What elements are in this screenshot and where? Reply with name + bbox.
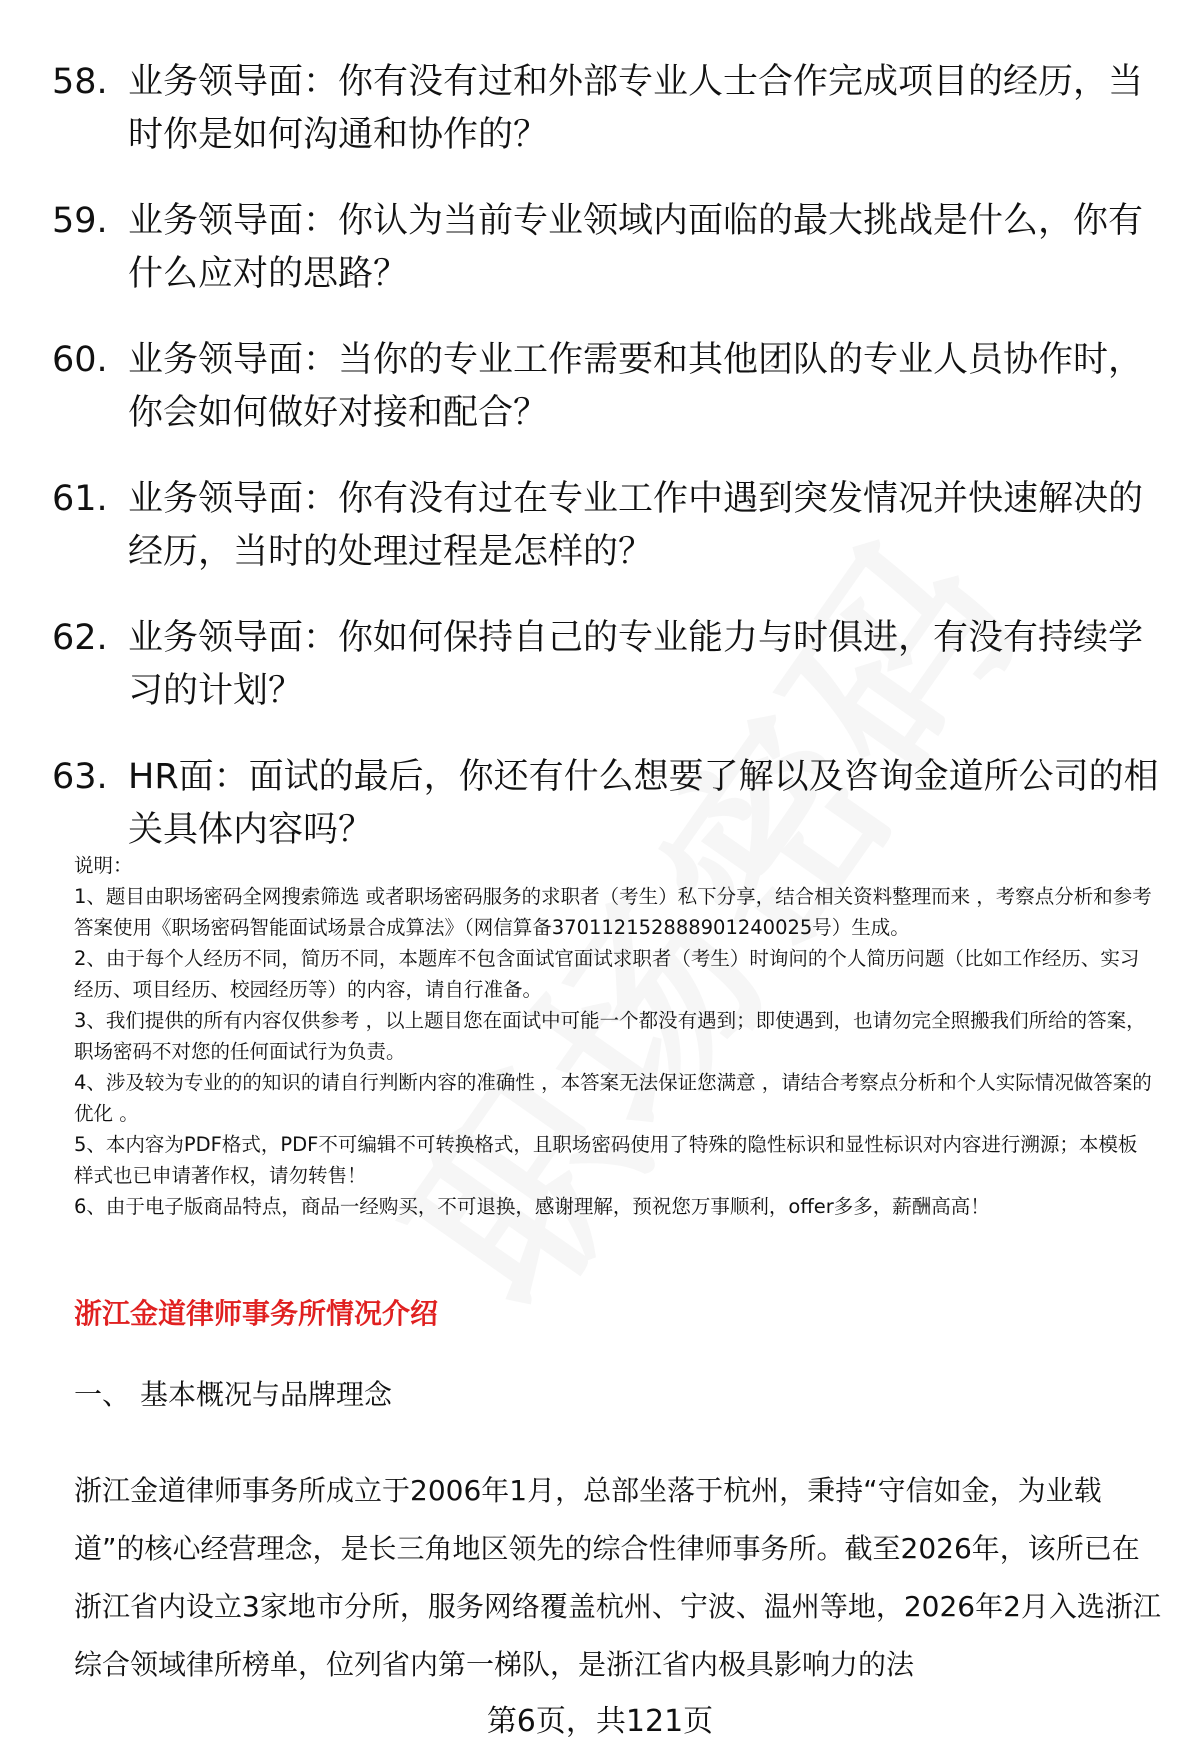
notes-heading: 说明：: [74, 854, 133, 877]
question-item: [52, 195, 1162, 301]
question-item: [52, 612, 1162, 718]
page-footer: 第6页，共121页: [486, 1704, 714, 1739]
note-item: 2、由于每个人经历不同，简历不同，本题库不包含面试官面试求职者（考生）时询问的个人简历问题（比如工作经历、实习经历、项目经历、校园经历等）的内容，请自行准备。: [74, 947, 1140, 1001]
subheading-text: 基本概况与品牌理念: [140, 1378, 393, 1411]
question-item: [52, 334, 1162, 440]
question-number: 58.: [52, 62, 108, 102]
note-item: 5、本内容为PDF格式，PDF不可编辑不可转换格式，且职场密码使用了特殊的隐性标识和显性标识对内容进行溯源；本模板样式也已申请著作权，请勿转售！: [74, 1133, 1138, 1187]
body-paragraph: 浙江金道律师事务所成立于2006年1月，总部坐落于杭州，秉持“守信如金，为业载道”的核心经营理念，是长三角地区领先的综合性律师事务所。截至2026年，该所已在浙江省内设立3家地市分所，服务网络覆盖杭州、宁波、温州等地，2026年2月入选浙江综合领域律所榜单，位列省内第一梯队，是浙江省内极具影响力的法: [74, 1474, 1161, 1681]
section-title: 浙江金道律师事务所情况介绍: [74, 1297, 439, 1330]
question-text: 业务领导面：你如何保持自己的专业能力与时俱进，有没有持续学习的计划？: [128, 618, 1144, 711]
question-number: 63.: [52, 757, 108, 797]
question-text: 业务领导面：你认为当前专业领域内面临的最大挑战是什么，你有什么应对的思路？: [128, 201, 1144, 294]
subheading: [74, 1373, 392, 1413]
question-number: 60.: [52, 340, 108, 380]
note-item: 1、题目由职场密码全网搜索筛选 或者职场密码服务的求职者（考生）私下分享，结合相关资料整理而来 ，考察点分析和参考答案使用《职场密码智能面试场景合成算法》（网信算备370112152888901240025号）生成。: [74, 885, 1152, 939]
question-item: [52, 473, 1162, 579]
notes-block: [74, 850, 1154, 1222]
question-item: [52, 56, 1162, 162]
question-item: [52, 751, 1162, 857]
question-text: HR面：面试的最后，你还有什么想要了解以及咨询金道所公司的相关具体内容吗？: [128, 757, 1159, 850]
question-number: 62.: [52, 618, 108, 658]
question-list: [52, 56, 1162, 890]
subheading-number: 一、: [74, 1378, 131, 1411]
question-number: 59.: [52, 201, 108, 241]
note-item: 6、由于电子版商品特点，商品一经购买，不可退换，感谢理解，预祝您万事顺利，offer多多，薪酬高高！: [74, 1195, 990, 1218]
question-number: 61.: [52, 479, 108, 519]
question-text: 业务领导面：你有没有过和外部专业人士合作完成项目的经历，当时你是如何沟通和协作的？: [128, 62, 1144, 155]
note-item: 3、我们提供的所有内容仅供参考 ，以上题目您在面试中可能一个都没有遇到；即使遇到，也请勿完全照搬我们所给的答案，职场密码不对您的任何面试行为负责。: [74, 1009, 1146, 1063]
note-item: 4、涉及较为专业的的知识的请自行判断内容的准确性 ，本答案无法保证您满意 ，请结合考察点分析和个人实际情况做答案的优化 。: [74, 1071, 1152, 1125]
question-text: 业务领导面：你有没有过在专业工作中遇到突发情况并快速解决的经历，当时的处理过程是怎样的？: [128, 479, 1144, 572]
question-text: 业务领导面：当你的专业工作需要和其他团队的专业人员协作时，你会如何做好对接和配合？: [128, 340, 1144, 433]
